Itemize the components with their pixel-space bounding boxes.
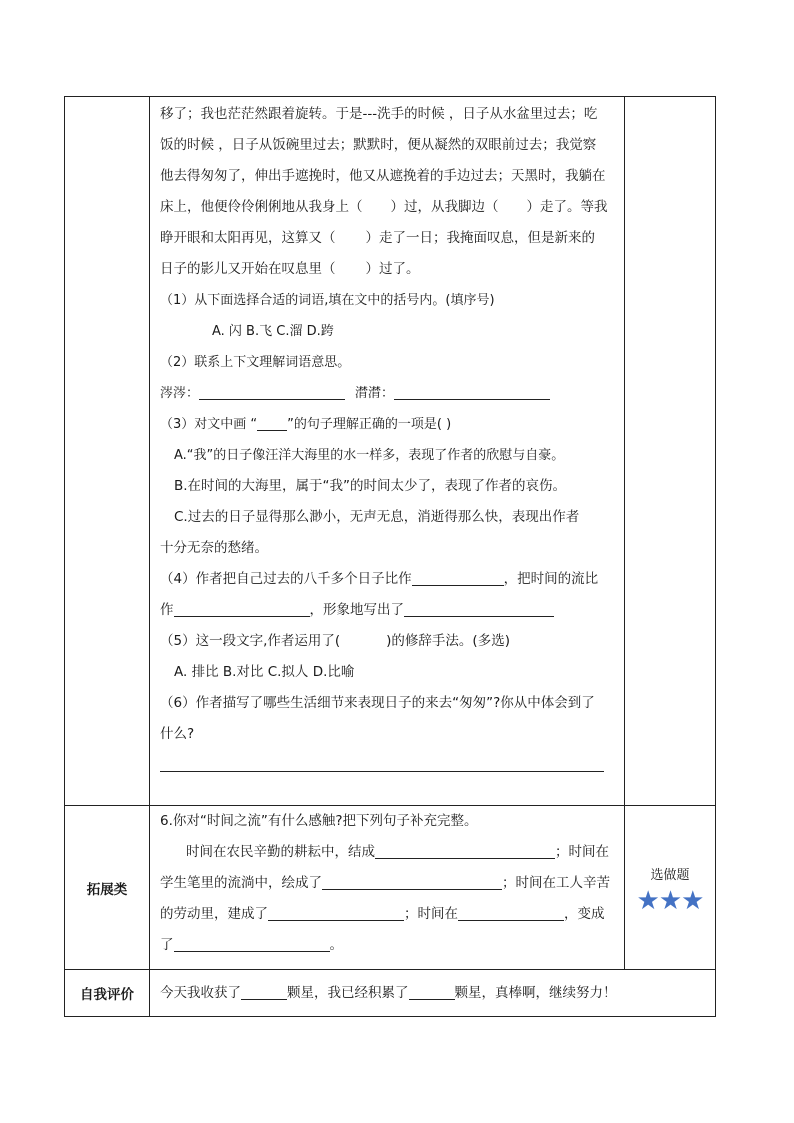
extension-answer-line-5[interactable] — [174, 936, 330, 952]
q4-line-2: 作 ，形象地写出了 — [160, 595, 614, 626]
extension-row — [65, 806, 716, 970]
extension-line-3: 的劳动里，建成了 ；时间在 ，变成 — [160, 906, 605, 922]
extension-side-cell — [625, 806, 716, 970]
q6-line-2: 什么? — [160, 726, 195, 742]
extension-answer-line-3[interactable] — [268, 905, 404, 921]
q3-option-c-2: 十分无奈的愁绪。 — [160, 540, 268, 556]
passage-line-6: 日子的影儿又开始在叹息里（ ）过了。 — [160, 261, 420, 277]
star-icon: ★ — [636, 886, 659, 916]
star-rating — [625, 887, 715, 915]
passage-line-1: 移了；我也茫茫然跟着旋转。于是---洗手的时候 ，日子从水盆里过去；吃 — [160, 106, 598, 122]
q4-line-1: （4）作者把自己过去的八千多个日子比作 ，把时间的流比 — [160, 571, 599, 587]
reading-category-cell — [65, 97, 150, 806]
extension-answer-line-4[interactable] — [458, 905, 564, 921]
passage-line-5: 睁开眼和太阳再见，这算又（ ）走了一日；我掩面叹息，但是新来的 — [160, 230, 595, 246]
underline-mark — [257, 415, 287, 431]
star-icon: ★ — [681, 886, 704, 916]
passage-line-2: 饭的时候 ，日子从饭碗里过去；默默时，便从凝然的双眼前过去；我觉察 — [160, 137, 597, 153]
q2-words — [160, 378, 614, 409]
extension-line-2: 学生笔里的流淌中，绘成了 ；时间在工人辛苦 — [160, 875, 610, 891]
q3-option-b: B.在时间的大海里，属于“我”的时间太少了，表现了作者的哀伤。 — [174, 478, 567, 494]
passage-line-4: 床上，他便伶伶俐俐地从我身上（ ）过，从我脚边（ ）走了。等我 — [160, 199, 608, 215]
q6-answer-line[interactable] — [160, 756, 604, 772]
q4-answer-line-1[interactable] — [412, 570, 504, 586]
q5-prompt: （5）这一段文字,作者运用了( )的修辞手法。(多选) — [160, 633, 510, 649]
self-eval-text: 今天我收获了 颗星，我已经积累了 颗星，真棒啊，继续努力！ — [160, 985, 617, 1001]
q5-options: A. 排比 B.对比 C.拟人 D.比喻 — [174, 664, 355, 680]
q6-answer — [160, 750, 614, 790]
reading-side-cell — [625, 97, 716, 806]
q3-prompt: （3）对文中画 “ ”的句子理解正确的一项是( ) — [160, 417, 452, 432]
extension-line-1: 时间在农民辛勤的耕耘中，结成 ；时间在 — [186, 844, 609, 860]
self-eval-stars-total[interactable] — [409, 984, 455, 1000]
optional-label: 选做题 — [650, 868, 690, 883]
extension-prompt: 6.你对“时间之流”有什么感触?把下列句子补充完整。 — [160, 813, 478, 829]
q2-word2: 潸潸： — [355, 386, 395, 401]
self-eval-row — [65, 970, 716, 1017]
self-eval-content-cell — [150, 970, 716, 1017]
passage-line-3: 他去得匆匆了，伸出手遮挽时，他又从遮挽着的手边过去；天黑时，我躺在 — [160, 168, 606, 184]
extension-answer-line-2[interactable] — [322, 874, 502, 890]
q1-options: A. 闪 B.飞 C.溜 D.跨 — [212, 324, 334, 339]
q6-line-1: （6）作者描写了哪些生活细节来表现日子的来去“匆匆”?你从中体会到了 — [160, 695, 595, 711]
q2-prompt: （2）联系上下文理解词语意思。 — [160, 355, 351, 370]
q3-option-a: A.“我”的日子像汪洋大海里的水一样多，表现了作者的欣慰与自豪。 — [174, 448, 565, 463]
q2-answer-line-1[interactable] — [199, 384, 345, 400]
worksheet-table — [64, 96, 716, 1017]
self-eval-category: 自我评价 — [65, 970, 150, 1017]
self-eval-stars-today[interactable] — [241, 984, 287, 1000]
extension-line-4: 了 。 — [160, 937, 343, 953]
q2-word1: 涔涔： — [160, 386, 200, 401]
extension-content-cell — [150, 806, 625, 970]
q3-option-c-1: C.过去的日子显得那么渺小，无声无息，消逝得那么快，表现出作者 — [174, 509, 580, 525]
q2-answer-line-2[interactable] — [394, 384, 550, 400]
star-icon: ★ — [658, 886, 682, 916]
extension-answer-line-1[interactable] — [375, 843, 555, 859]
reading-content-cell — [150, 97, 625, 806]
reading-row — [65, 97, 716, 806]
q4-answer-line-2[interactable] — [174, 601, 310, 617]
q4-answer-line-3[interactable] — [404, 601, 554, 617]
extension-category: 拓展类 — [65, 806, 150, 970]
q1-prompt: （1）从下面选择合适的词语,填在文中的括号内。(填序号) — [160, 293, 495, 308]
